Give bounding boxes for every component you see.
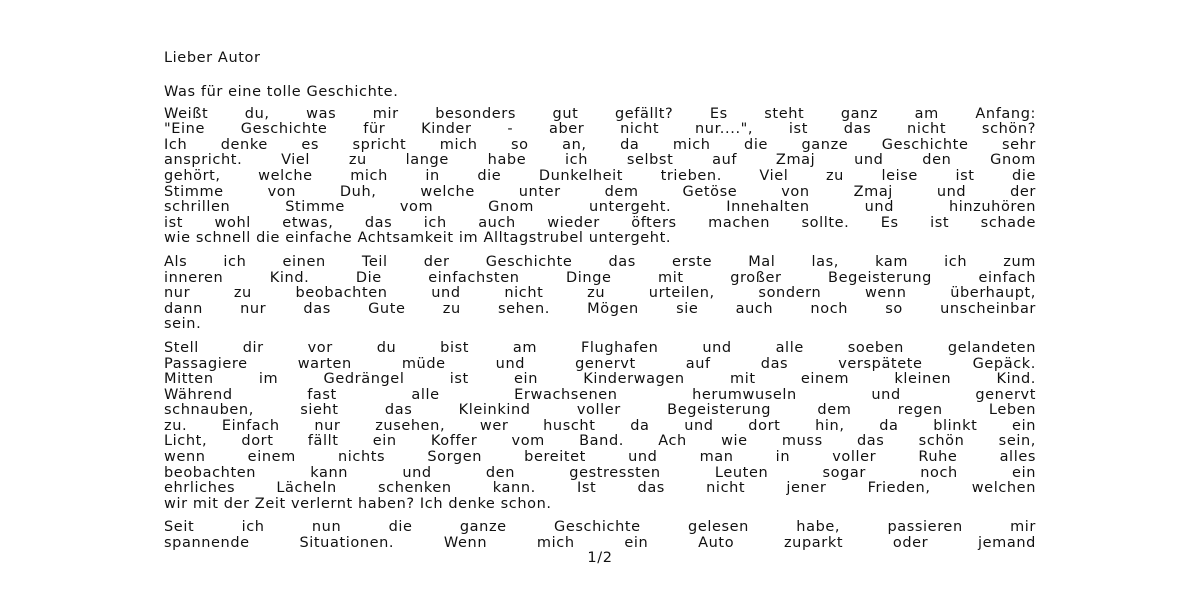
text-line: spannende Situationen. Wenn mich ein Auto zuparkt oder jemand <box>164 535 1036 552</box>
letter-paragraph <box>164 107 1036 247</box>
text-line: anspricht. Viel zu lange habe ich selbst auf Zmaj und den Gnom <box>164 152 1036 169</box>
text-line: zu. Einfach nur zusehen, wer huscht da und dort hin, da blinkt ein <box>164 417 1036 434</box>
text-line: dann nur das Gute zu sehen. Mögen sie auch noch so unscheinbar <box>164 300 1036 317</box>
text-line: ehrliches Lächeln schenken kann. Ist das nicht jener Frieden, welchen <box>164 480 1036 497</box>
text-line: Was für eine tolle Geschichte. <box>164 84 399 100</box>
text-line: wenn einem nichts Sorgen bereitet und man in voller Ruhe alles <box>164 449 1036 466</box>
text-line: Seit ich nun die ganze Geschichte gelesen habe, passieren mir <box>164 519 1036 536</box>
text-line: schnauben, sieht das Kleinkind voller Begeisterung dem regen Leben <box>164 402 1036 419</box>
text-line: wie schnell die einfache Achtsamkeit im Alltagstrubel untergeht. <box>164 230 672 247</box>
letter-paragraph <box>164 85 1036 101</box>
text-line: Während fast alle Erwachsenen herumwuseln und genervt <box>164 386 1036 403</box>
text-line: ist wohl etwas, das ich auch wieder öfters machen sollte. Es ist schade <box>164 214 1036 231</box>
letter-paragraph <box>164 255 1036 333</box>
text-line: Stimme von Duh, welche unter dem Getöse von Zmaj und der <box>164 183 1036 200</box>
text-line: wir mit der Zeit verlernt haben? Ich denke schon. <box>164 495 552 512</box>
text-line: nur zu beobachten und nicht zu urteilen, sondern wenn überhaupt, <box>164 285 1036 302</box>
text-line: schrillen Stimme vom Gnom untergeht. Innehalten und hinzuhören <box>164 199 1036 216</box>
text-line: "Eine Geschichte für Kinder - aber nicht nur....", ist das nicht schön? <box>164 121 1036 138</box>
text-line: Als ich einen Teil der Geschichte das erste Mal las, kam ich zum <box>164 253 1036 270</box>
letter-body <box>164 85 1036 552</box>
text-line: Weißt du, was mir besonders gut gefällt? Es steht ganz am Anfang: <box>164 105 1036 122</box>
letter-salutation: Lieber Autor <box>164 50 261 66</box>
text-line: Mitten im Gedrängel ist ein Kinderwagen mit einem kleinen Kind. <box>164 371 1036 388</box>
text-line: beobachten kann und den gestressten Leuten sogar noch ein <box>164 464 1036 481</box>
text-line: Passagiere warten müde und genervt auf das verspätete Gepäck. <box>164 355 1036 372</box>
text-line: Licht, dort fällt ein Koffer vom Band. Ach wie muss das schön sein, <box>164 433 1036 450</box>
text-line: inneren Kind. Die einfachsten Dinge mit großer Begeisterung einfach <box>164 269 1036 286</box>
text-line: Stell dir vor du bist am Flughafen und alle soeben gelandeten <box>164 339 1036 356</box>
letter-page <box>164 50 1036 570</box>
letter-paragraph <box>164 520 1036 551</box>
text-line: sein. <box>164 316 202 333</box>
text-line: Ich denke es spricht mich so an, da mich die ganze Geschichte sehr <box>164 136 1036 153</box>
text-line: gehört, welche mich in die Dunkelheit trieben. Viel zu leise ist die <box>164 167 1036 184</box>
page-number: 1/2 <box>587 550 613 566</box>
letter-paragraph <box>164 341 1036 513</box>
